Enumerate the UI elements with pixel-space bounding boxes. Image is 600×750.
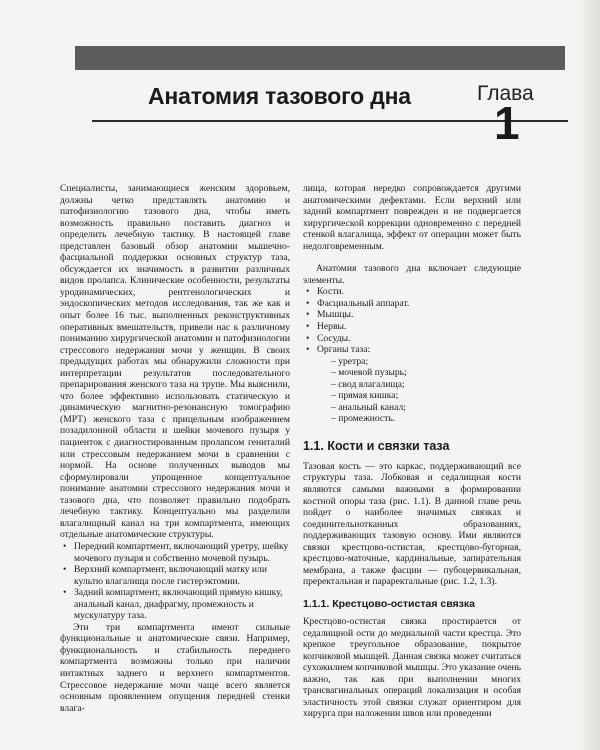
compartments-paragraph: Эти три компартмента имеют сильные функциональные и анатомические связи. Например, функциональность и стабильность переднего компартмента возможны только при наличии интактных заднего и верхнего компартментов. Стрессовое недержание мочи чаще всего является основным проявлением опущения передней стенки влага- xyxy=(60,621,290,714)
section-paragraph: Тазовая кость — это каркас, поддерживающий все структуры таза. Лобковая и седалищная кости являются самыми важными в формировании костной опоры таза (рис. 1.1). В данной главе речь пойдет о наиболее значимых связках и соединительнотканных образованиях, поддерживающих тазовую основу. Ими являются связки крестцово-остистая, крестцово-бугорная, крестцово-маточные, кардинальные, запирательная мембрана, а также фасции — пубоцервикальная, преректальная и параректальные (рис. 1.2, 1.3). xyxy=(303,460,521,588)
list-item: – уретра; xyxy=(331,355,369,367)
subsection-paragraph: Крестцово-остистая связка простирается от седалищной ости до медиальной части крестца. Это крепкое треугольное образование, покрытое копчиковой мышцей. Данная связка может считаться сухожилием копчиковой мышцы. Это указание очень важно, так как при выполнении многих трансвагинальных операций локализация и особая эластичность этой связки служат ориентиром для хирурга при наложении швов или проведении xyxy=(303,615,521,720)
list-item: – свод влагалища; xyxy=(331,378,405,390)
list-item: • Нервы. xyxy=(317,321,521,333)
list-item: – мочевой пузырь; xyxy=(331,367,407,379)
list-item xyxy=(317,344,521,425)
chapter-label: Глава xyxy=(477,82,534,105)
list-item: • Мышцы. xyxy=(317,309,521,321)
organs-label: Органы таза: xyxy=(317,344,371,356)
list-item: • Сосуды. xyxy=(317,333,521,345)
compartment-list xyxy=(60,541,290,622)
list-item: • Верхний компартмент, включающий матку или культю влагалища после гистерэктомии. xyxy=(74,564,290,587)
elements-intro: Анатомия тазового дна включает следующие элементы. xyxy=(303,263,521,286)
elements-list xyxy=(303,286,521,425)
organs-list xyxy=(317,356,521,425)
chapter-title: Анатомия тазового дна xyxy=(148,83,411,109)
list-item: – анальный канал; xyxy=(331,401,406,413)
list-item: • Кости. xyxy=(317,286,521,298)
page-shadow xyxy=(578,0,600,750)
list-item: – прямая кишка; xyxy=(331,390,399,402)
left-column xyxy=(60,183,290,714)
chapter-header xyxy=(0,0,600,160)
list-item: • Задний компартмент, включающий прямую кишку, анальный канал, диафрагму, промежность и мускулатуру таза. xyxy=(74,587,290,622)
continuation-paragraph: лища, которая нередко сопровождается другими анатомическими дефектами. Если верхний или задний компартмент поврежден и не подвергается хирургической коррекции одновременно с передней стенкой влагалища, эффект от операции может быть недолговременным. xyxy=(303,183,521,252)
right-column xyxy=(303,183,521,720)
subsection-heading: 1.1.1. Крестцово-остистая связка xyxy=(303,597,475,610)
list-item: – промежность. xyxy=(331,413,396,425)
intro-paragraph: Специалисты, занимающиеся женским здоровьем, должны четко представлять анатомию и патофизиологию тазового дна, чтобы иметь возможность правильно поставить диагноз и определить лечебную тактику. В настоящей главе представлен базовый обзор анатомии мышечно-фасциальной поддержки основных структур таза, обсуждается их значимость в развитии различных видов пролапса. Клинические особенности, результаты уродинамических, рентгенологических и эндоскопических методов исследования, так же как и опыт более 16 тыс. выполненных реконструктивных оперативных вмешательств, привели нас к различному пониманию хирургической анатомии и патофизиологии стрессового недержания мочи у женщин. В своих предыдущих работах мы обнаружили сложности при интерпретации результатов последовательного препарирования женского таза на трупе. Мы выяснили, что более эффективно использовать статическую и динамическую магнитно-резонансную томографию (МРТ) женского таза с прицельным изображением позадилонной области и шейки мочевого пузыря у пациенток с диагностированным пролапсом гениталий или стрессовым недержанием мочи в сравнении с нормой. На основе полученных выводов мы сформулировали упрощенное концептуальное понимание анатомии стрессового недержания мочи и тазового дна, что позволяет правильно подобрать лечебную тактику. Концептуально мы разделили влагалищный канал на три компартмента, имеющих отдельные анатомические структуры. xyxy=(60,183,290,541)
section-heading: 1.1. Кости и связки таза xyxy=(303,438,450,453)
list-item: • Передний компартмент, включающий уретру, шейку мочевого пузыря и собственно мочевой пузырь. xyxy=(74,541,290,564)
list-item: • Фасциальный аппарат. xyxy=(317,298,521,310)
chapter-number: 1 xyxy=(494,97,520,149)
